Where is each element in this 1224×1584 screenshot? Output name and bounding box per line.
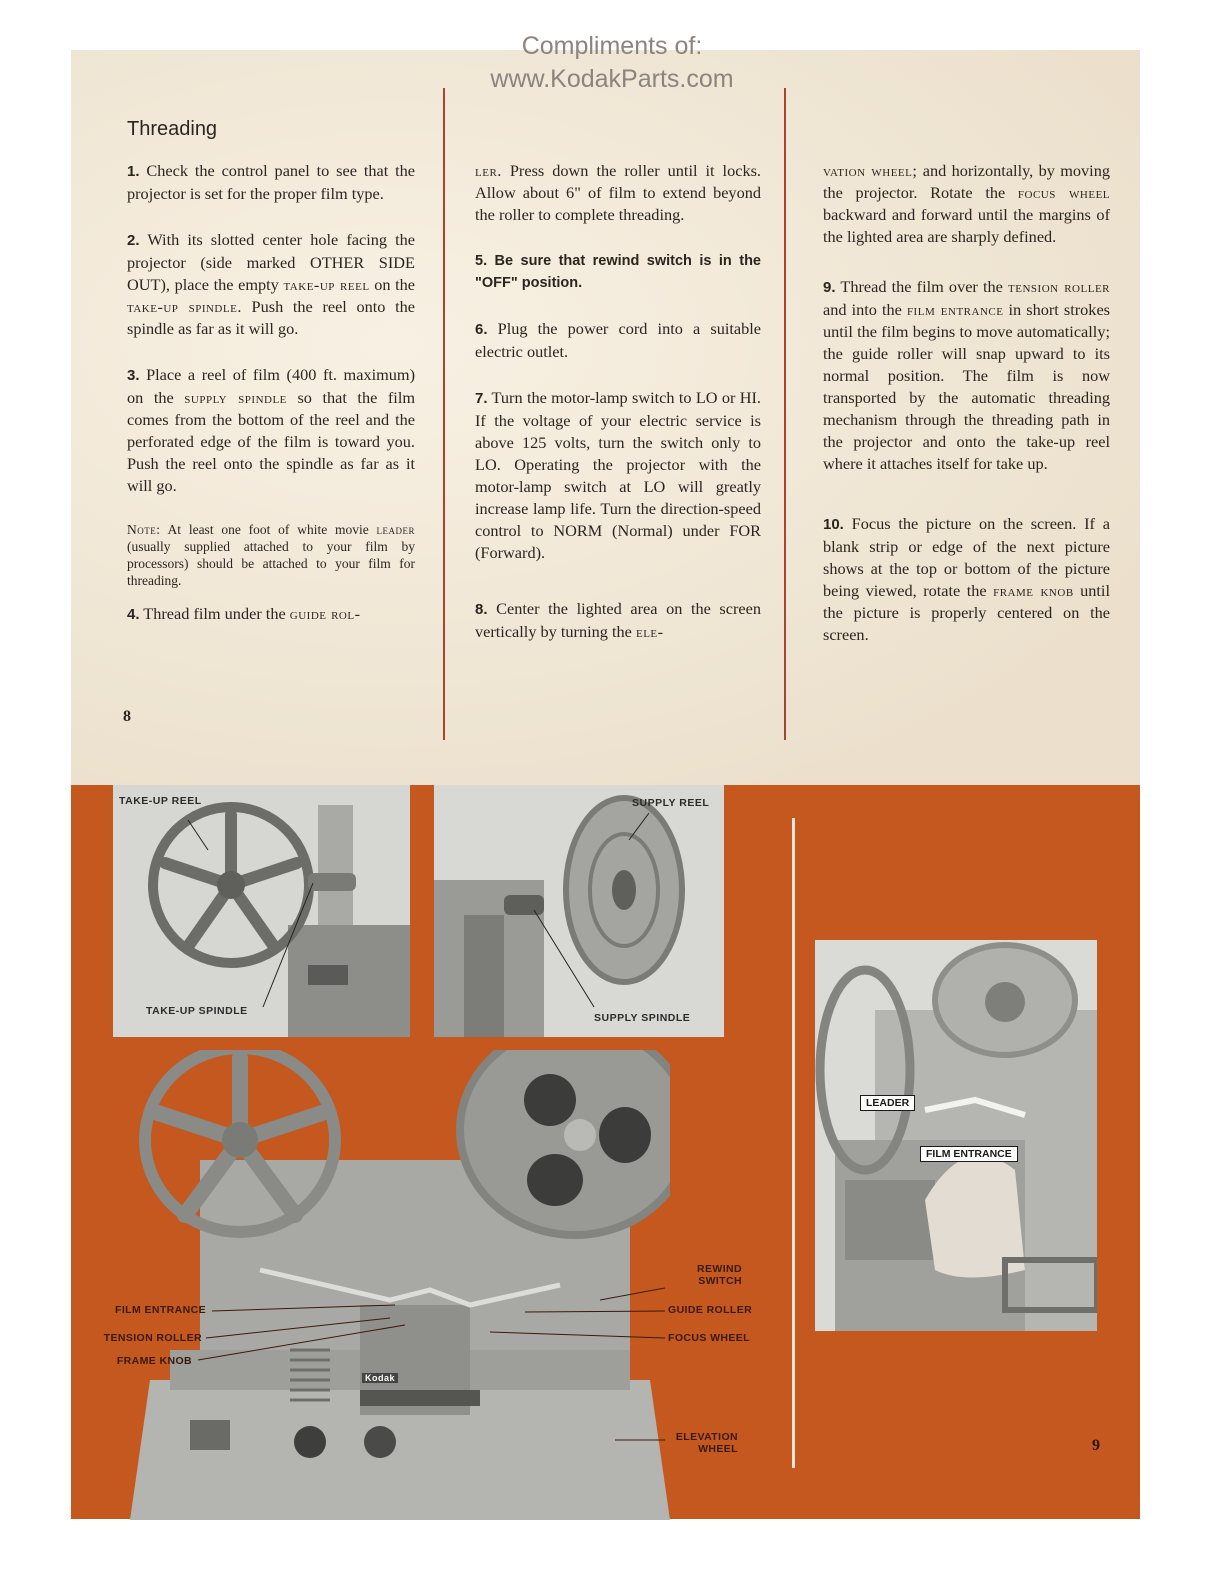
label-tension-roller: TENSION ROLLER [103, 1332, 202, 1344]
tag-leader: LEADER [860, 1095, 915, 1111]
label-take-up-spindle: TAKE-UP SPINDLE [146, 1005, 248, 1017]
step-4-end: ler. Press down the roller until it locks. Allow about 6" of film to extend beyond the roller to complete threading. [475, 161, 761, 224]
label-frame-knob: FRAME KNOB [116, 1355, 192, 1367]
panel-divider [792, 818, 795, 1468]
label-supply-spindle: SUPPLY SPINDLE [594, 1012, 691, 1024]
label-focus-wheel: FOCUS WHEEL [668, 1332, 750, 1344]
tag-film-entrance: FILM ENTRANCE [920, 1146, 1018, 1162]
brand-plate: Kodak [362, 1373, 398, 1383]
threading-illustration [815, 940, 1097, 1331]
step-6: 6. Plug the power cord into a suitable electric outlet. [475, 319, 762, 361]
label-rewind-switch: REWIND SWITCH [697, 1263, 742, 1287]
step-1: 1. Check the control panel to see that the projector is set for the proper film type. [127, 161, 415, 203]
step-8-end: vation wheel; and horizontally, by moving the projector. Rotate the focus wheel backward and forward until the margins of the lighted area are sharply defined. [823, 161, 1111, 246]
watermark-line2: www.KodakParts.com [490, 65, 734, 93]
label-supply-reel: SUPPLY REEL [632, 797, 710, 809]
step-8-start: 8. Center the lighted area on the screen vertically by turning the ele- [475, 599, 761, 641]
step-2: 2. With its slotted center hole facing the projector (side marked OTHER SIDE OUT), place the empty take-up reel on the take-up spindle. Push the reel onto the spindle as far as it will go. [127, 230, 416, 338]
step-3: 3. Place a reel of film (400 ft. maximum) on the supply spindle so that the film comes from the bottom of the reel and the perforated edge of the film is toward you. Push the reel onto the spindle as far as it will go. [127, 365, 416, 495]
step-5: 5. Be sure that rewind switch is in the "OFF" position. [475, 253, 761, 291]
watermark [0, 30, 1224, 96]
step-7: 7. Turn the motor-lamp switch to LO or HI. If the voltage of your electric service is above 125 volts, turn the switch only to LO. Operating the projector with the motor-lamp switch at LO will greatly increase lamp life. Turn the direction-speed control to NORM (Normal) under FOR (Forward). [475, 388, 761, 562]
label-guide-roller: GUIDE ROLLER [668, 1304, 753, 1316]
page-number-right: 9 [1092, 1437, 1100, 1454]
note: Note: At least one foot of white movie leader (usually supplied attached to your film by processors) should be attached to your film for threading. [127, 522, 415, 588]
page-number-left: 8 [123, 708, 131, 725]
photo-threading [815, 940, 1097, 1331]
label-take-up-reel: TAKE-UP REEL [119, 795, 202, 807]
section-heading: Threading [127, 118, 218, 140]
watermark-line1: Compliments of: [521, 32, 703, 60]
step-4-start: 4. Thread film under the guide rol- [127, 604, 361, 623]
step-10: 10. Focus the picture on the screen. If a blank strip or edge of the next picture shows at the top or bottom of the picture being viewed, rotate the frame knob until the picture is properly centered on the screen. [823, 514, 1110, 644]
label-film-entrance: FILM ENTRANCE [115, 1304, 206, 1316]
label-elevation-wheel: ELEVATION WHEEL [675, 1431, 738, 1455]
step-9: 9. Thread the film over the tension roller and into the film entrance in short strokes until the film begins to move automatically; the guide roller will snap upward to its normal position. The film is now transported by the automatic threading mechanism through the threading path in the projector and onto the take-up reel where it attaches itself for take up. [823, 277, 1111, 473]
